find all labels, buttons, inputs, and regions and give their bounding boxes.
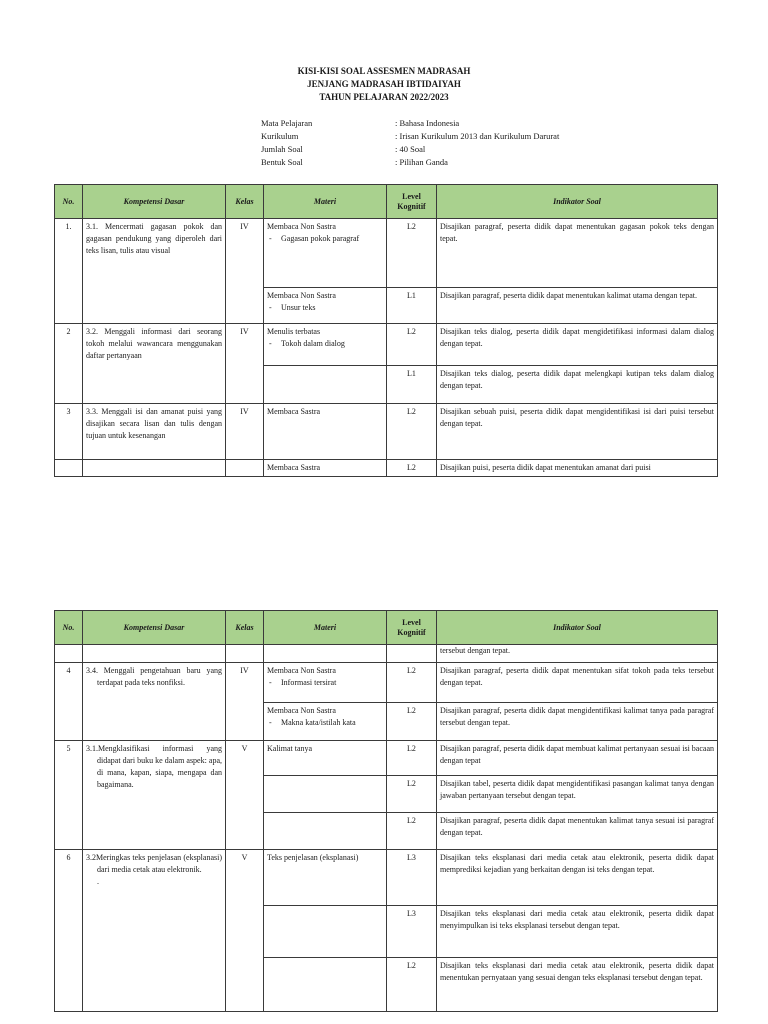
cell-no: 3 (55, 404, 83, 460)
cell-no (55, 645, 83, 663)
doc-title-3: TAHUN PELAJARAN 2022/2023 (319, 92, 449, 102)
doc-title-1: KISI-KISI SOAL ASSESMEN MADRASAH (297, 66, 471, 76)
bentuk-value: : Pilihan Ganda (395, 157, 448, 167)
cell-level: L2 (387, 703, 437, 741)
cell-no: 5 (55, 741, 83, 850)
table-kisi-2 (54, 610, 718, 1012)
table-row (55, 645, 718, 663)
cell-indikator: tersebut dengan tepat. (437, 645, 718, 663)
doc-title-2: JENJANG MADRASAH IBTIDAIYAH (307, 79, 461, 89)
cell-kd (83, 645, 226, 663)
cell-indikator: Disajikan paragraf, peserta didik dapat mengidentifikasi kalimat tanya pada paragraf tersebut dengan tepat. (437, 703, 718, 741)
header-materi: Materi (264, 185, 387, 219)
cell-indikator: Disajikan paragraf, peserta didik dapat menentukan gagasan pokok teks dengan tepat. (437, 219, 718, 288)
cell-kelas: IV (226, 404, 264, 460)
cell-level: L1 (387, 288, 437, 324)
cell-kd: 3.1. Mencermati gagasan pokok dan gagasan pendukung yang diperoleh dari teks lisan, tulis atau visual (83, 219, 226, 324)
cell-materi (264, 906, 387, 958)
cell-kelas (226, 460, 264, 477)
table-header-row (55, 611, 718, 645)
cell-kelas: IV (226, 219, 264, 324)
cell-kelas: IV (226, 663, 264, 741)
cell-kd: 3.2Meringkas teks penjelasan (eksplanasi) dari media cetak atau elektronik. . (83, 850, 226, 1012)
cell-indikator: Disajikan paragraf, peserta didik dapat menentukan kalimat tanya sesuai isi paragraf dengan tepat. (437, 813, 718, 850)
cell-materi: Membaca Non Sastra - Gagasan pokok paragraf (264, 219, 387, 288)
table-row (55, 460, 718, 477)
cell-no: 6 (55, 850, 83, 1012)
cell-materi: Membaca Sastra (264, 404, 387, 460)
jumlah-value: : 40 Soal (395, 144, 426, 154)
header-level: Level Kognitif (387, 185, 437, 219)
cell-indikator: Disajikan paragraf, peserta didik dapat menentukan kalimat utama dengan tepat. (437, 288, 718, 324)
header-no: No. (55, 611, 83, 645)
cell-materi: Kalimat tanya (264, 741, 387, 776)
cell-materi (264, 366, 387, 404)
cell-kd: 3.1.Mengklasifikasi informasi yang didapat dari buku ke dalam aspek: apa, di mana, kapan, siapa, mengapa dan bagaimana. (83, 741, 226, 850)
cell-kd: 3.2. Menggali informasi dari seorang tokoh melalui wawancara menggunakan daftar pertanyaan (83, 324, 226, 404)
cell-indikator: Disajikan sebuah puisi, peserta didik dapat mengidentifikasi isi dari puisi tersebut dengan tepat. (437, 404, 718, 460)
header-indikator: Indikator Soal (437, 611, 718, 645)
cell-materi (264, 776, 387, 813)
table-row (55, 741, 718, 776)
kurikulum-value: : Irisan Kurikulum 2013 dan Kurikulum Darurat (395, 131, 560, 141)
cell-materi: Membaca Non Sastra - Informasi tersirat (264, 663, 387, 703)
cell-indikator: Disajikan teks dialog, peserta didik dapat melengkapi kutipan teks dalam dialog dengan tepat. (437, 366, 718, 404)
cell-indikator: Disajikan paragraf, peserta didik dapat menentukan sifat tokoh pada teks tersebut dengan tepat. (437, 663, 718, 703)
header-materi: Materi (264, 611, 387, 645)
header-indikator: Indikator Soal (437, 185, 718, 219)
kurikulum-label: Kurikulum (261, 131, 299, 141)
cell-indikator: Disajikan teks eksplanasi dari media cetak atau elektronik, peserta didik dapat menyimpulkan isi teks eksplanasi tersebut dengan tepat. (437, 906, 718, 958)
cell-level: L2 (387, 324, 437, 366)
cell-kelas: IV (226, 324, 264, 404)
cell-materi: Membaca Non Sastra - Unsur teks (264, 288, 387, 324)
cell-level: L3 (387, 906, 437, 958)
table-row (55, 404, 718, 460)
cell-level: L3 (387, 850, 437, 906)
cell-level: L2 (387, 404, 437, 460)
cell-materi: Teks penjelasan (eksplanasi) (264, 850, 387, 906)
cell-level: L1 (387, 366, 437, 404)
table-kisi-1 (54, 184, 718, 477)
cell-level: L2 (387, 776, 437, 813)
cell-no: 1. (55, 219, 83, 324)
cell-kelas: V (226, 741, 264, 850)
cell-level: L2 (387, 460, 437, 477)
cell-level: L2 (387, 958, 437, 1012)
cell-materi: Menulis terbatas - Tokoh dalam dialog (264, 324, 387, 366)
cell-kelas (226, 645, 264, 663)
header-kd: Kompetensi Dasar (83, 611, 226, 645)
cell-indikator: Disajikan teks eksplanasi dari media cetak atau elektronik, peserta didik dapat memprediksi kejadian yang berkaitan dengan isi teks dengan tepat. (437, 850, 718, 906)
cell-materi: Membaca Non Sastra - Makna kata/istilah kata (264, 703, 387, 741)
info-block (261, 117, 559, 169)
jumlah-label: Jumlah Soal (261, 144, 303, 154)
cell-level: L2 (387, 741, 437, 776)
cell-no: 2 (55, 324, 83, 404)
cell-indikator: Disajikan tabel, peserta didik dapat mengidentifikasi pasangan kalimat tanya dengan jawaban pertanyaan tersebut dengan tepat. (437, 776, 718, 813)
mapel-value: : Bahasa Indonesia (395, 118, 460, 128)
cell-level: L2 (387, 813, 437, 850)
cell-indikator: Disajikan paragraf, peserta didik dapat membuat kalimat pertanyaan sesuai isi bacaan dengan tepat (437, 741, 718, 776)
table-row (55, 850, 718, 906)
header-kd: Kompetensi Dasar (83, 185, 226, 219)
header-kelas: Kelas (226, 611, 264, 645)
mapel-label: Mata Pelajaran (261, 118, 313, 128)
cell-no: 4 (55, 663, 83, 741)
table-row (55, 324, 718, 366)
header-level: Level Kognitif (387, 611, 437, 645)
cell-level: L2 (387, 663, 437, 703)
cell-kd: 3.4. Menggali pengetahuan baru yang terdapat pada teks nonfiksi. (83, 663, 226, 741)
table-row (55, 663, 718, 703)
cell-kelas: V (226, 850, 264, 1012)
cell-indikator: Disajikan puisi, peserta didik dapat menentukan amanat dari puisi (437, 460, 718, 477)
cell-materi (264, 813, 387, 850)
cell-level (387, 645, 437, 663)
cell-kd: 3.3. Menggali isi dan amanat puisi yang disajikan secara lisan dan tulis dengan tujuan untuk kesenangan (83, 404, 226, 460)
cell-no (55, 460, 83, 477)
table-row (55, 219, 718, 288)
cell-level: L2 (387, 219, 437, 288)
header-no: No. (55, 185, 83, 219)
cell-materi (264, 958, 387, 1012)
table-header-row (55, 185, 718, 219)
header-kelas: Kelas (226, 185, 264, 219)
cell-indikator: Disajikan teks dialog, peserta didik dapat mengidetifikasi informasi dalam dialog dengan tepat. (437, 324, 718, 366)
bentuk-label: Bentuk Soal (261, 157, 303, 167)
cell-indikator: Disajikan teks eksplanasi dari media cetak atau elektronik, peserta didik dapat menentukan pernyataan yang sesuai dengan teks eksplanasi tersebut dengan tepat. (437, 958, 718, 1012)
cell-materi (264, 645, 387, 663)
cell-materi: Membaca Sastra (264, 460, 387, 477)
cell-kd (83, 460, 226, 477)
